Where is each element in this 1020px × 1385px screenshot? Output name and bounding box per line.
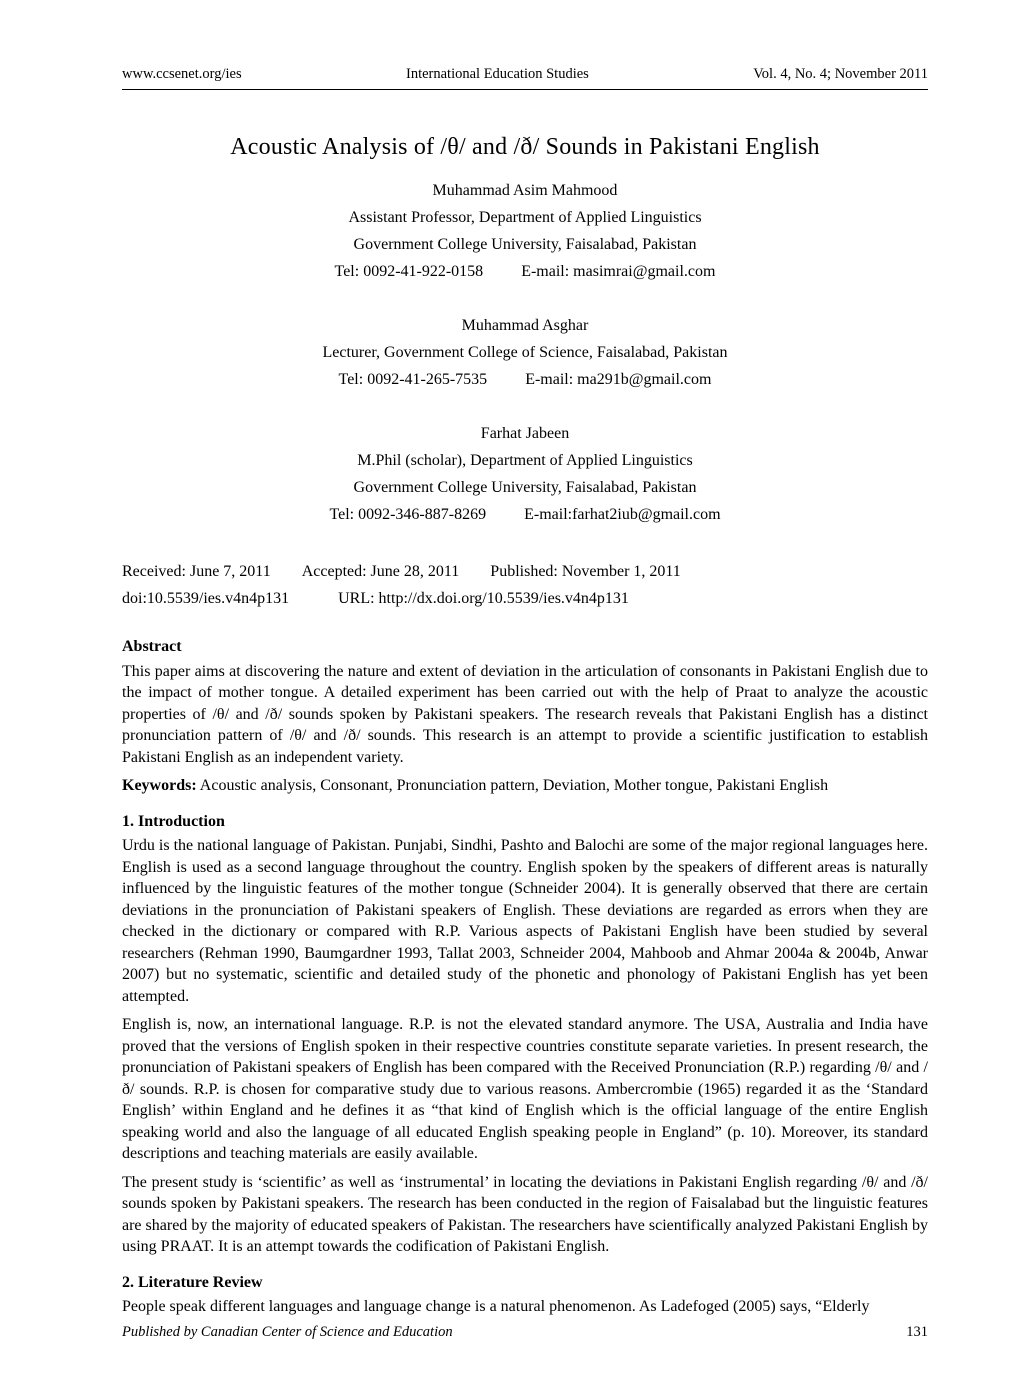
author-block-2 [122,312,928,393]
doi-text: doi:10.5539/ies.v4n4p131 [122,590,290,607]
author-email: E-mail:farhat2iub@gmail.com [524,506,721,523]
author-email: E-mail: ma291b@gmail.com [525,371,712,388]
doi-url: URL: http://dx.doi.org/10.5539/ies.v4n4p131 [338,590,629,607]
accepted-date: Accepted: June 28, 2011 [301,563,460,580]
author-name: Muhammad Asghar [461,317,589,334]
author-role: Lecturer, Government College of Science, Faisalabad, Pakistan [322,344,728,361]
header-issue-info: Vol. 4, No. 4; November 2011 [753,66,928,82]
author-role: Assistant Professor, Department of Applied Linguistics [348,209,702,226]
page-header [122,0,928,90]
page-content [122,0,928,1325]
author-contact-line [122,366,928,393]
abstract-paragraph: This paper aims at discovering the nature and extent of deviation in the articulation of consonants in Pakistani English due to the impact of mother tongue. A detailed experiment has been carried out with the help of Praat to analyze the acoustic properties of /θ/ and /ð/ sounds spoken by Pakistani speakers. The research reveals that Pakistani English has a distinct pronunciation pattern of /θ/ and /ð/ sounds. This research is an attempt to provide a scientific justification to establish Pakistani English as an independent variety. [122,662,928,766]
publication-meta [122,558,928,612]
keywords-label: Keywords: [122,777,197,794]
author-block-3 [122,420,928,528]
introduction-paragraph-3: The present study is ‘scientific’ as well as ‘instrumental’ in locating the deviations in Pakistani English regarding /θ/ and /ð/ sounds spoken by Pakistani speakers. The research has been conducted in the region of Faisalabad but the linguistic features are shared by the majority of educated speakers of Pakistan. The researchers have scientifically analyzed Pakistani English by using PRAAT. It is an attempt towards the codification of Pakistani English. [122,1173,928,1255]
introduction-paragraph-1: Urdu is the national language of Pakistan. Punjabi, Sindhi, Pashto and Balochi are some of the major regional languages here. English is used as a second language throughout the country. English spoken by the speakers of different areas is naturally influenced by the linguistic features of the mother tongue (Schneider 2004). It is generally observed that there are certain deviations in the pronunciation of Pakistani speakers of English. These deviations are regarded as errors when they are checked in the dictionary or compared with R.P. Various aspects of Pakistani English have been studied by several researchers (Rehman 1990, Baumgardner 1993, Tallat 2003, Schneider 2004, Mahboob and Ahmar 2004a & 2004b, Anwar 2007) but no systematic, scientific and detailed study of the phonetic and phonology of Pakistani English has yet been attempted. [122,837,928,1005]
author-tel: Tel: 0092-346-887-8269 [329,506,487,523]
publication-dates-line [122,558,928,585]
author-tel: Tel: 0092-41-922-0158 [334,263,484,280]
author-name: Muhammad Asim Mahmood [432,182,618,199]
keywords-line [122,775,928,797]
author-block-1 [122,177,928,285]
author-institution: Government College University, Faisalabad, Pakistan [353,479,697,496]
footer-publisher: Published by Canadian Center of Science and Education [122,1324,453,1340]
received-date: Received: June 7, 2011 [122,563,271,580]
introduction-paragraph-2: English is, now, an international language. R.P. is not the elevated standard anymore. The USA, Australia and India have proved that the versions of English spoken in their respective countries constitute separate varieties. In present research, the pronunciation of Pakistani speakers of English has been compared with the Received Pronunciation (R.P.) regarding /θ/ and /ð/ sounds. R.P. is chosen for comparative study due to various reasons. Ambercrombie (1965) regarded it as the ‘Standard English’ within England and he defines it as “that kind of English which is the official language of the entire English speaking world and also the language of all educated English speaking people in England” (p. 10). Moreover, its standard descriptions and teaching materials are easily available. [122,1016,928,1162]
author-email: E-mail: masimrai@gmail.com [521,263,716,280]
published-date: Published: November 1, 2011 [490,563,681,580]
author-role: M.Phil (scholar), Department of Applied Linguistics [357,452,693,469]
header-site-url: www.ccsenet.org/ies [122,66,242,82]
header-journal-title: International Education Studies [405,66,589,82]
paper-title: Acoustic Analysis of /θ/ and /ð/ Sounds in Pakistani English [230,134,820,160]
author-tel: Tel: 0092-41-265-7535 [338,371,488,388]
doi-line [122,585,928,612]
keywords-text: Acoustic analysis, Consonant, Pronunciation pattern, Deviation, Mother tongue, Pakistani English [199,777,829,794]
author-contact-line [122,501,928,528]
author-institution: Government College University, Faisalabad, Pakistan [353,236,697,253]
literature-paragraph-1: People speak different languages and language change is a natural phenomenon. As Ladefoged (2005) says, “Elderly [122,1298,870,1315]
page-footer [122,1324,928,1341]
author-name: Farhat Jabeen [480,425,570,442]
section-heading-abstract: Abstract [122,638,182,655]
section-heading-literature-review: 2. Literature Review [122,1273,263,1291]
section-heading-introduction: 1. Introduction [122,812,225,830]
author-contact-line [122,258,928,285]
footer-page-number: 131 [906,1324,928,1340]
